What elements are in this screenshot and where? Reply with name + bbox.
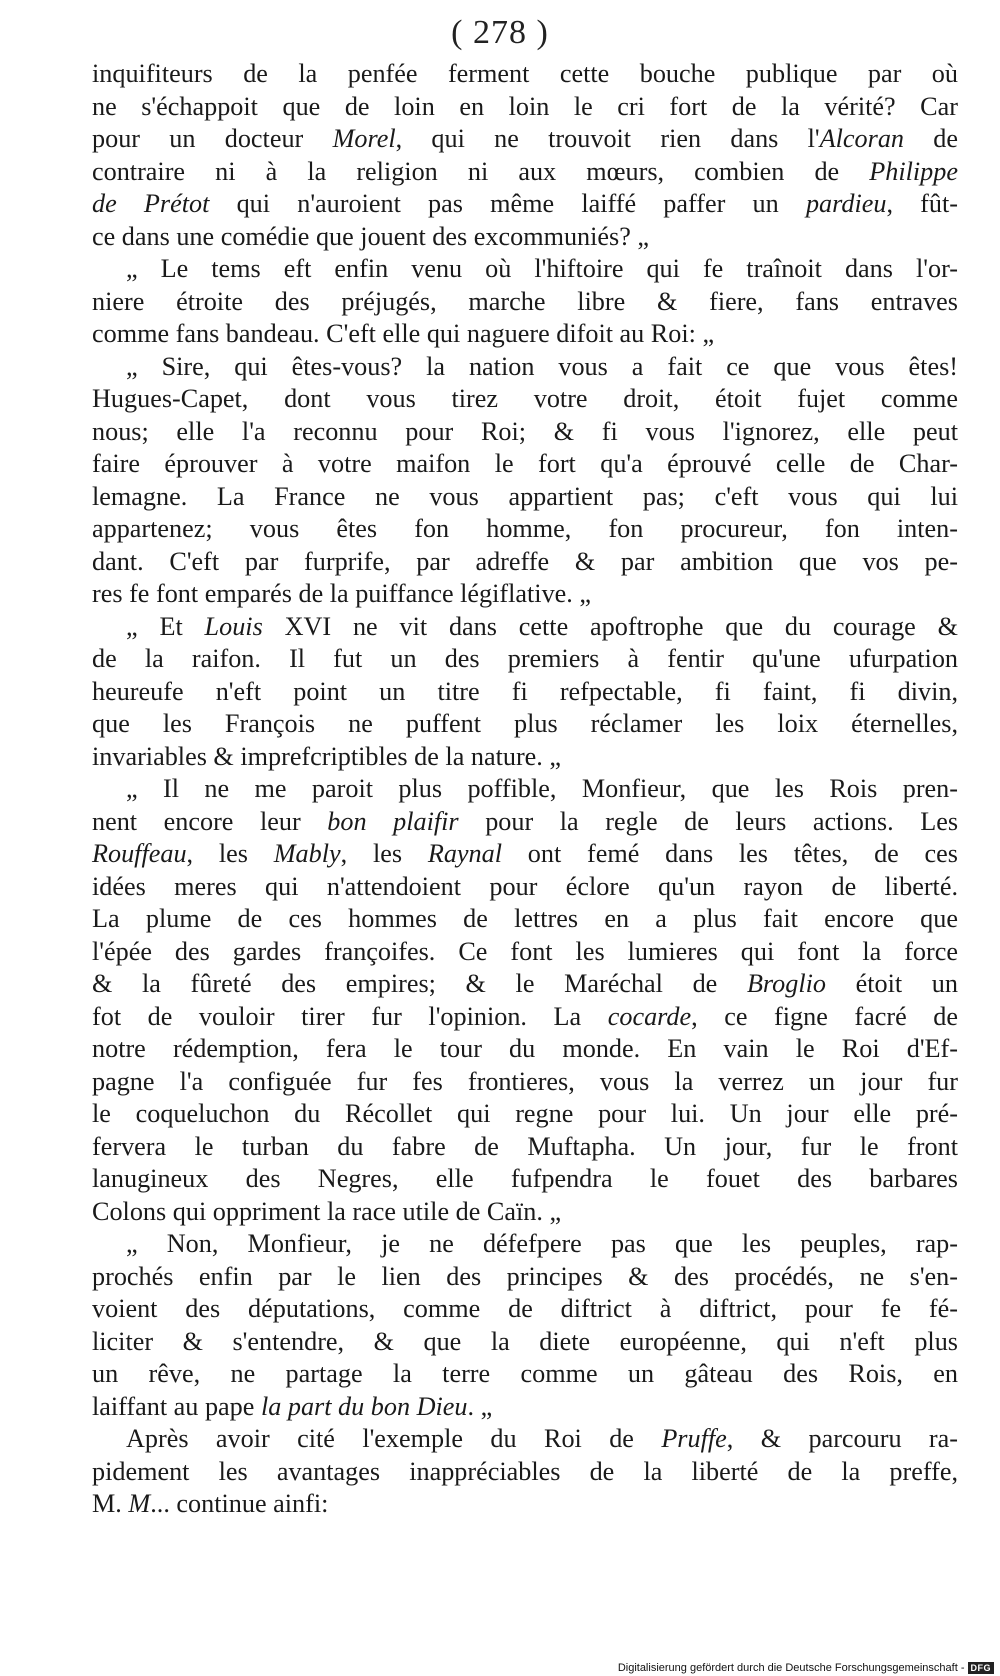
text-span: . „: [467, 1391, 493, 1421]
text-span: contraire ni à la religion ni aux mœurs, combien de: [92, 156, 870, 186]
text-span: , les: [340, 839, 428, 868]
text-line: invariables & imprefcriptibles de la nature. „: [92, 741, 562, 771]
text-span: laiffant au pape: [92, 1391, 261, 1421]
text-line: ne s'échappoit que de loin en loin le cri fort de la vérité? Car: [92, 91, 958, 121]
italic-text: la part du bon Dieu: [260, 1391, 468, 1421]
text-line: inquifiteurs de la penfée ferment cette bouche publique par où: [92, 59, 958, 88]
text-line: ce dans une comédie que jouent des excommuniés? „: [92, 221, 650, 251]
footer-text: Digitalisierung gefördert durch die Deutsche Forschungsgemeinschaft -: [617, 1662, 965, 1674]
text-span: pour la regle de leurs actions. Les: [458, 806, 959, 836]
page-number: ( 278 ): [451, 14, 549, 51]
text-line: liciter & s'entendre, & que la diete européenne, qui n'eft plus: [92, 1326, 958, 1356]
italic-text: Morel: [332, 124, 396, 153]
text-line: Hugues-Capet, dont vous tirez votre droit, étoit fujet comme: [92, 384, 958, 413]
text-span: ... continue ainfi:: [150, 1489, 329, 1518]
text-line: un rêve, ne partage la terre comme un gâteau des Rois, en: [92, 1359, 958, 1388]
text-line: [92, 1488, 958, 1521]
italic-text: Raynal: [427, 839, 503, 868]
text-span: „ Et: [126, 611, 205, 641]
text-line: [92, 1391, 958, 1424]
text-line: idées meres qui n'attendoient pour éclore qu'un rayon de liberté.: [92, 871, 958, 901]
italic-text: pardieu: [805, 189, 887, 218]
italic-text: Alcoran: [819, 124, 905, 153]
text-line: [92, 968, 958, 1001]
text-span: , ce figne facré de: [691, 1001, 958, 1031]
text-line: notre rédemption, fera le tour du monde. En vain le Roi d'Ef-: [92, 1034, 958, 1063]
text-line: [92, 123, 958, 156]
italic-text: cocarde: [607, 1001, 692, 1031]
dfg-logo: DFG: [968, 1662, 995, 1674]
text-line: de la raifon. Il fut un des premiers à fentir qu'une ufurpation: [92, 644, 958, 673]
italic-text: de Prétot: [92, 189, 210, 218]
text-span: de: [904, 124, 959, 153]
text-line: res fe font emparés de la puiffance légiflative. „: [92, 579, 592, 608]
text-line: lanugineux des Negres, elle fufpendra le fouet des barbares: [92, 1164, 958, 1193]
italic-text: bon plaifir: [327, 806, 459, 836]
text-line: appartenez; vous êtes fon homme, fon procureur, fon inten-: [92, 514, 958, 543]
text-line: comme fans bandeau. C'eft elle qui naguere difoit au Roi: „: [92, 319, 715, 348]
text-line: pagne l'a configuée fur fes frontieres, vous la verrez un jour fur: [92, 1066, 958, 1096]
text-line: [92, 156, 958, 189]
italic-text: Rouffeau: [92, 839, 187, 868]
italic-text: Philippe: [869, 156, 958, 186]
italic-text: Broglio: [746, 969, 826, 998]
text-span: nent encore leur: [92, 806, 328, 836]
text-line: lemagne. La France ne vous appartient pas; c'eft vous qui lui: [92, 481, 958, 511]
italic-text: M: [128, 1489, 151, 1518]
text-span: qui n'auroient pas même laiffé paffer un: [209, 189, 806, 218]
text-span: M.: [92, 1489, 129, 1518]
text-line: dant. C'eft par furprife, par adreffe & par ambition que vos pe-: [92, 546, 958, 576]
text-line: [92, 806, 958, 839]
italic-text: Louis: [204, 611, 263, 641]
text-line: faire éprouver à votre maifon le fort qu'a éprouvé celle de Char-: [92, 449, 958, 478]
page-text: [92, 58, 958, 1521]
text-line: „ Sire, qui êtes-vous? la nation vous a fait ce que vous êtes!: [126, 351, 958, 381]
text-line: l'épée des gardes françoifes. Ce font les lumieres qui font la force: [92, 936, 958, 966]
text-line: [92, 188, 958, 221]
text-span: XVI ne vit dans cette apoftrophe que du courage &: [262, 611, 958, 641]
text-line: nous; elle l'a reconnu pour Roi; & fi vous l'ignorez, elle peut: [92, 416, 958, 446]
text-span: fot de vouloir tirer fur l'opinion. La: [92, 1001, 608, 1031]
text-span: pour un docteur: [92, 124, 333, 153]
text-line: [92, 1423, 958, 1456]
text-span: étoit un: [826, 969, 958, 998]
italic-text: Mably: [273, 839, 341, 868]
text-line: le coqueluchon du Récollet qui regne pour lui. Un jour elle pré-: [92, 1099, 958, 1128]
text-line: que les François ne puffent plus réclamer les loix éternelles,: [92, 709, 958, 738]
text-span: Après avoir cité l'exemple du Roi de: [126, 1424, 662, 1453]
text-line: La plume de ces hommes de lettres en a plus fait encore que: [92, 904, 958, 933]
text-line: niere étroite des préjugés, marche libre & fiere, fans entraves: [92, 286, 958, 316]
text-line: [92, 611, 958, 644]
text-span: , les: [186, 839, 274, 868]
digitization-credit: [618, 1662, 994, 1674]
text-span: ont femé dans les têtes, de ces: [502, 839, 958, 868]
text-line: fervera le turban du fabre de Muftapha. Un jour, fur le front: [92, 1131, 958, 1161]
text-line: „ Il ne me paroit plus poffible, Monfieur, que les Rois pren-: [126, 774, 958, 803]
text-line: „ Le tems eft enfin venu où l'hiftoire qui fe traînoit dans l'or-: [126, 254, 958, 283]
text-span: , fût-: [886, 189, 958, 218]
text-line: heureufe n'eft point un titre fi refpectable, fi faint, fi divin,: [92, 676, 958, 706]
text-line: [92, 838, 958, 871]
text-line: „ Non, Monfieur, je ne défefpere pas que les peuples, rap-: [126, 1229, 958, 1258]
text-line: [92, 1001, 958, 1034]
text-span: , & parcouru ra-: [726, 1424, 958, 1453]
text-span: , qui ne trouvoit rien dans l': [395, 124, 820, 153]
italic-text: Pruffe: [661, 1424, 727, 1453]
text-line: Colons qui oppriment la race utile de Caïn. „: [92, 1196, 562, 1226]
text-line: prochés enfin par le lien des principes & des procédés, ne s'en-: [92, 1261, 958, 1291]
text-line: pidement les avantages inappréciables de la liberté de la preffe,: [92, 1456, 958, 1486]
text-span: & la fûreté des empires; & le Maréchal de: [92, 969, 747, 998]
text-line: voient des députations, comme de diftrict à diftrict, pour fe fé-: [92, 1294, 958, 1323]
